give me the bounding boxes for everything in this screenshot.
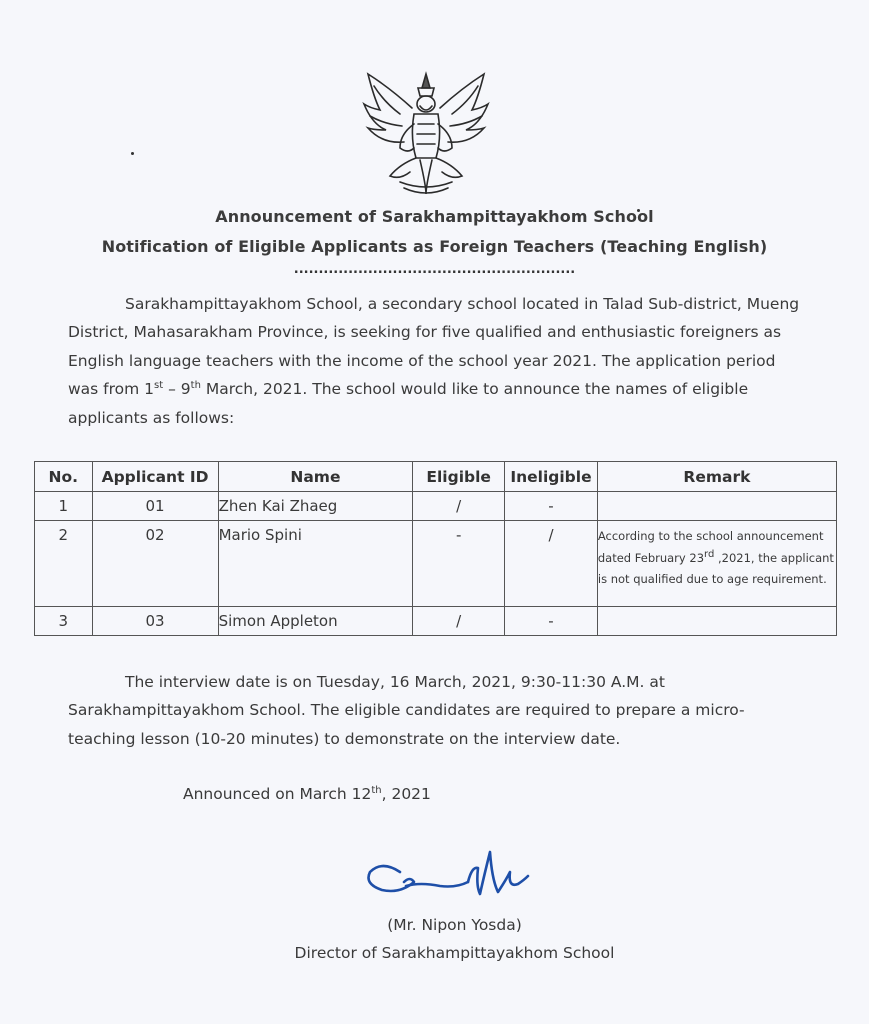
cell-name: Simon Appleton: [218, 607, 413, 636]
table-row: [35, 607, 837, 636]
cell-applicant-id: 03: [92, 607, 218, 636]
cell-ineligible: -: [505, 607, 598, 636]
cell-no: 3: [35, 607, 93, 636]
signatory-name: (Mr. Nipon Yosda): [387, 916, 522, 934]
cell-no: 2: [35, 521, 93, 607]
cell-ineligible: /: [505, 521, 598, 607]
cell-eligible: /: [413, 492, 505, 521]
header-applicant-id: Applicant ID: [92, 462, 218, 492]
header-name: Name: [218, 462, 413, 492]
signature-icon: [360, 846, 540, 908]
header-eligible: Eligible: [413, 462, 505, 492]
cell-ineligible: -: [505, 492, 598, 521]
table-row: [35, 521, 837, 607]
header-no: No.: [35, 462, 93, 492]
signatory-title: Director of Sarakhampittayakhom School: [294, 944, 615, 962]
cell-eligible: -: [413, 521, 505, 607]
applicants-table: [34, 461, 837, 636]
dotted-separator: .........................................................: [293, 262, 576, 277]
cell-applicant-id: 01: [92, 492, 218, 521]
interview-paragraph: The interview date is on Tuesday, 16 March, 2021, 9:30-11:30 A.M. at Sarakhampittayakhom School. The eligible candidates are required to prepare a micro-teaching lesson (10-20 minutes) to demonstrate on the interview date.: [68, 673, 745, 748]
cell-remark: According to the school announcement dated February 23rd ,2021, the applicant is not qualified due to age requirement.: [597, 521, 836, 607]
intro-paragraph: Sarakhampittayakhom School, a secondary school located in Talad Sub-district, Mueng District, Mahasarakham Province, is seeking for five qualified and enthusiastic foreigners as English language teachers with the income of the school year 2021. The application period was from 1st – 9th March, 2021. The school would like to announce the names of eligible applicants as follows:: [68, 295, 800, 427]
header-remark: Remark: [597, 462, 836, 492]
cell-applicant-id: 02: [92, 521, 218, 607]
cell-name: Mario Spini: [218, 521, 413, 607]
cell-name: Zhen Kai Zhaeg: [218, 492, 413, 521]
header-ineligible: Ineligible: [505, 462, 598, 492]
table-row: [35, 492, 837, 521]
cell-no: 1: [35, 492, 93, 521]
scan-speck: [131, 152, 134, 155]
cell-remark: [597, 607, 836, 636]
announcement-title: Announcement of Sarakhampittayakhom School: [215, 207, 654, 226]
cell-remark: [597, 492, 836, 521]
announcement-date: Announced on March 12th, 2021: [183, 784, 431, 803]
cell-eligible: /: [413, 607, 505, 636]
notification-subtitle: Notification of Eligible Applicants as Foreign Teachers (Teaching English): [101, 237, 768, 256]
table-header-row: [35, 462, 837, 492]
garuda-emblem-icon: [360, 68, 492, 200]
